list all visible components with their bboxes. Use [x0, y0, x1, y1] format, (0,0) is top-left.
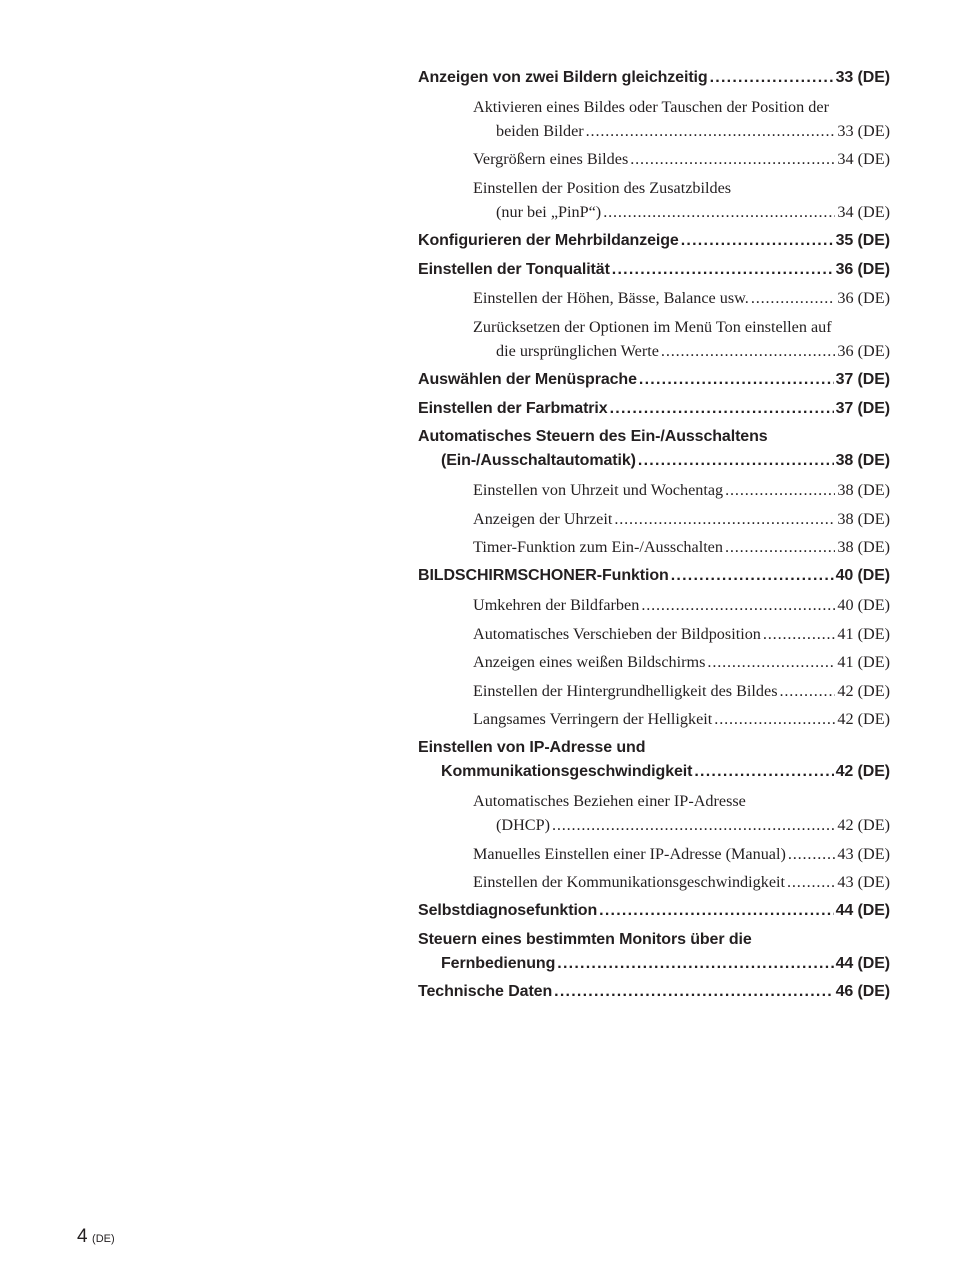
toc-entry-title: Selbstdiagnosefunktion [418, 901, 598, 919]
toc-entry-page: 33 (DE) [835, 69, 890, 86]
dot-leader [641, 593, 835, 617]
toc-entry-row [418, 258, 890, 282]
dot-leader [694, 760, 833, 784]
toc-entry-page: 43 (DE) [837, 844, 890, 863]
toc-entry-page: 38 (DE) [837, 481, 890, 500]
toc-entry-title: Einstellen der Höhen, Bässe, Balance usw. [473, 289, 749, 308]
dot-leader [639, 368, 834, 392]
dot-leader [788, 842, 836, 866]
toc-entry-page: 38 (DE) [837, 538, 890, 557]
toc-entry-title: Fernbedienung [441, 954, 556, 972]
toc-entry-page: 42 (DE) [837, 681, 890, 700]
toc-entry-row [418, 368, 890, 392]
toc-entry-title: (DHCP) [496, 815, 550, 834]
dot-leader [599, 899, 833, 923]
dot-leader [630, 147, 835, 171]
toc-section-entry [418, 425, 890, 473]
dot-leader [552, 813, 835, 837]
toc-entry-page: 42 (DE) [837, 710, 890, 729]
toc-entry-page: 42 (DE) [835, 763, 890, 781]
toc-entry-title-line: Aktivieren eines Bildes oder Tauschen der Position der [473, 97, 829, 116]
toc-entry-page: 41 (DE) [837, 653, 890, 672]
toc-entry-page: 40 (DE) [835, 567, 890, 585]
toc-entry-page: 36 (DE) [835, 260, 890, 278]
toc-entry-title: beiden Bilder [496, 121, 584, 140]
toc-entry-row [473, 650, 890, 674]
toc-entry-row [473, 535, 890, 559]
toc-entry-title: Vergrößern eines Bildes [473, 150, 629, 169]
toc-section-entry [418, 397, 890, 421]
toc-subsection-entry [418, 286, 890, 310]
toc-entry-title: Auswählen der Menüsprache [418, 370, 637, 388]
toc-subsection-entry [418, 315, 890, 363]
toc-entry-title: Langsames Verringern der Helligkeit [473, 710, 713, 729]
dot-leader [603, 200, 835, 224]
page-number-suffix: (DE) [92, 1233, 115, 1245]
toc-entry-row [473, 147, 890, 171]
toc-entry-title-line: Automatisches Steuern des Ein-/Ausschaltens [418, 428, 768, 446]
toc-entry-title-line: Steuern eines bestimmten Monitors über die [418, 930, 752, 948]
dot-leader [612, 258, 834, 282]
toc-entry-title: Umkehren der Bildfarben [473, 595, 640, 614]
dot-leader [710, 66, 834, 90]
dot-leader [780, 679, 836, 703]
toc-subsection-entry [418, 507, 890, 531]
toc-subsection-entry [418, 842, 890, 866]
toc-subsection-entry [418, 95, 890, 143]
dot-leader [638, 449, 834, 473]
dot-leader [586, 119, 836, 143]
toc-subsection-entry [418, 870, 890, 894]
dot-leader [661, 339, 835, 363]
toc-section-entry [418, 564, 890, 588]
toc-entry-page: 40 (DE) [837, 595, 890, 614]
toc-section-entry [418, 899, 890, 923]
dot-leader [610, 397, 834, 421]
toc-entry-row [473, 593, 890, 617]
dot-leader [671, 564, 834, 588]
toc-entry-page: 33 (DE) [837, 121, 890, 140]
toc-entry-title-line: Einstellen der Position des Zusatzbildes [473, 178, 732, 197]
toc-entry-title: Timer-Funktion zum Ein-/Ausschalten [473, 538, 723, 557]
toc-entry-row [418, 980, 890, 1004]
toc-subsection-entry [418, 593, 890, 617]
toc-entry-title: (nur bei „PinP“) [496, 202, 602, 221]
toc-entry-page: 34 (DE) [837, 202, 890, 221]
toc-entry-title-line: Einstellen von IP-Adresse und [418, 739, 646, 757]
dot-leader [725, 478, 835, 502]
toc-subsection-entry [418, 707, 890, 731]
dot-leader [614, 507, 835, 531]
toc-subsection-entry [418, 789, 890, 837]
toc-entry-row [473, 622, 890, 646]
toc-entry-title: Manuelles Einstellen einer IP-Adresse (Manual) [473, 844, 786, 863]
toc-entry-row [473, 679, 890, 703]
toc-entry-page: 35 (DE) [835, 231, 890, 249]
toc-section-entry [418, 66, 890, 90]
toc-entry-row [418, 760, 890, 784]
toc-entry-title: Automatisches Verschieben der Bildposition [473, 624, 761, 643]
toc-entry-title: BILDSCHIRMSCHONER-Funktion [418, 567, 669, 585]
toc-entry-row [418, 899, 890, 923]
toc-entry-page: 43 (DE) [837, 873, 890, 892]
toc-entry-page: 36 (DE) [837, 289, 890, 308]
toc-section-entry [418, 229, 890, 253]
toc-subsection-entry [418, 535, 890, 559]
toc-entry-row [418, 397, 890, 421]
toc-entry-title: Einstellen von Uhrzeit und Wochentag [473, 481, 724, 500]
toc-subsection-entry [418, 147, 890, 171]
toc-entry-title: Technische Daten [418, 983, 553, 1001]
toc-entry-row [418, 66, 890, 90]
page-number [77, 1226, 115, 1248]
toc-entry-row [473, 339, 890, 363]
toc-entry-page: 37 (DE) [835, 399, 890, 417]
toc-section-entry [418, 980, 890, 1004]
dot-leader [554, 980, 833, 1004]
toc-entry-title: Anzeigen von zwei Bildern gleichzeitig [418, 69, 708, 86]
toc-entry-title-line: Zurücksetzen der Optionen im Menü Ton einstellen auf [473, 317, 832, 336]
toc-entry-row [418, 952, 890, 976]
toc-entry-row [418, 564, 890, 588]
toc-entry-page: 42 (DE) [837, 815, 890, 834]
toc-subsection-entry [418, 478, 890, 502]
dot-leader [787, 870, 835, 894]
toc-entry-row [473, 119, 890, 143]
toc-entry-title: Konfigurieren der Mehrbildanzeige [418, 231, 679, 249]
toc-entry-title: Einstellen der Kommunikationsgeschwindigkeit [473, 873, 786, 892]
toc-entry-title: Kommunikationsgeschwindigkeit [441, 763, 693, 781]
toc-entry-title: Einstellen der Farbmatrix [418, 399, 608, 417]
table-of-contents [418, 66, 890, 1004]
toc-entry-page: 44 (DE) [835, 901, 890, 919]
toc-section-entry [418, 736, 890, 784]
toc-entry-page: 44 (DE) [835, 954, 890, 972]
toc-entry-row [473, 813, 890, 837]
toc-entry-page: 34 (DE) [837, 150, 890, 169]
dot-leader [725, 535, 835, 559]
toc-section-entry [418, 258, 890, 282]
toc-entry-page: 37 (DE) [835, 370, 890, 388]
toc-entry-title: die ursprünglichen Werte [496, 341, 659, 360]
toc-subsection-entry [418, 176, 890, 224]
toc-entry-row [473, 478, 890, 502]
toc-entry-row [473, 707, 890, 731]
dot-leader [714, 707, 835, 731]
toc-entry-title: Anzeigen der Uhrzeit [473, 509, 613, 528]
toc-entry-row [473, 870, 890, 894]
toc-entry-page: 38 (DE) [837, 509, 890, 528]
toc-entry-row [473, 200, 890, 224]
toc-section-entry [418, 368, 890, 392]
toc-entry-row [473, 286, 890, 310]
toc-entry-page: 38 (DE) [835, 452, 890, 470]
toc-entry-page: 36 (DE) [837, 341, 890, 360]
toc-entry-row [473, 842, 890, 866]
toc-entry-title: Einstellen der Hintergrundhelligkeit des Bildes [473, 681, 778, 700]
toc-entry-row [418, 449, 890, 473]
toc-entry-title: Einstellen der Tonqualität [418, 260, 610, 278]
dot-leader [751, 286, 836, 310]
page-number-value: 4 [77, 1226, 88, 1247]
dot-leader [707, 650, 835, 674]
dot-leader [557, 952, 833, 976]
toc-entry-row [418, 229, 890, 253]
toc-entry-page: 46 (DE) [835, 983, 890, 1001]
dot-leader [681, 229, 834, 253]
toc-entry-page: 41 (DE) [837, 624, 890, 643]
dot-leader [763, 622, 836, 646]
toc-subsection-entry [418, 650, 890, 674]
toc-entry-title: Anzeigen eines weißen Bildschirms [473, 653, 706, 672]
toc-subsection-entry [418, 622, 890, 646]
toc-entry-title-line: Automatisches Beziehen einer IP-Adresse [473, 791, 746, 810]
toc-entry-title: (Ein-/Ausschaltautomatik) [441, 452, 636, 470]
toc-subsection-entry [418, 679, 890, 703]
toc-entry-row [473, 507, 890, 531]
toc-section-entry [418, 928, 890, 976]
